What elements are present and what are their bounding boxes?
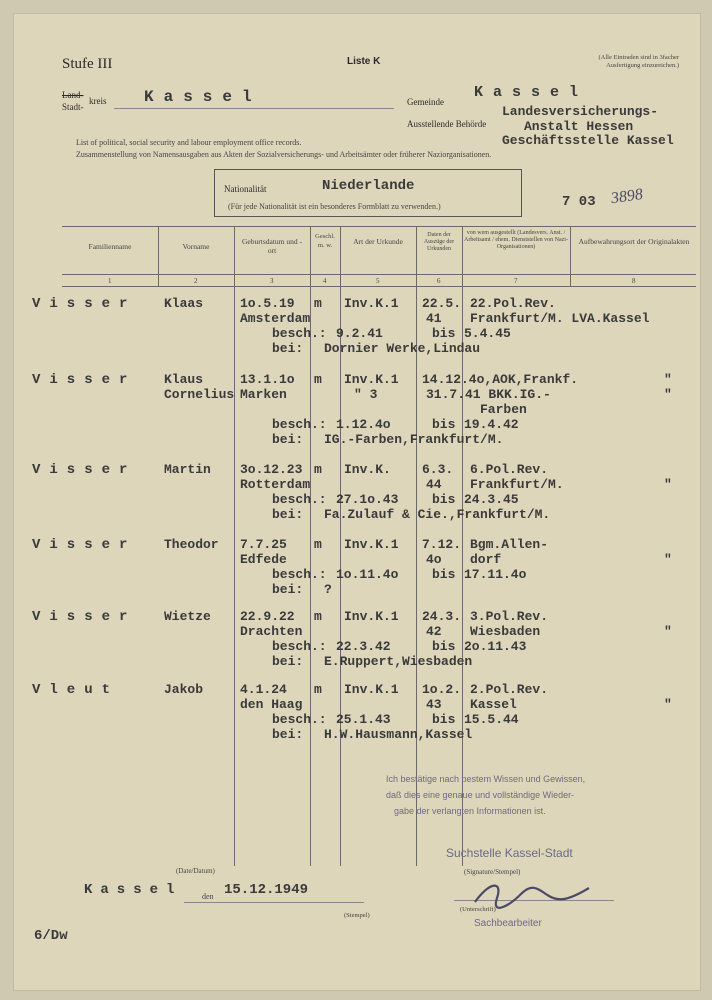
row-6-d1: 1o.2. [422,682,462,697]
row-4-q2: " [664,552,672,567]
row-1-v1: 22.Pol.Rev. [470,296,556,311]
row-3-employer: Fa.Zulauf & Cie.,Frankfurt/M. [324,507,551,522]
footer-place: Kassel [84,882,183,898]
row-6-besch-from: 25.1.43 [336,712,391,727]
row-3-sex: m [314,462,322,477]
row-6-v2: Kassel [470,697,517,712]
row-2-art: Inv.K.1 [344,372,399,387]
row-1-bei: bei: [272,341,304,356]
row-6-art: Inv.K.1 [344,682,399,697]
row-1-c3a: 1o.5.19 [240,296,295,311]
row-2-first: Klaus [164,372,204,387]
col-num-8: 8 [632,277,636,285]
row-4-employer: ? [324,582,332,597]
row-2-v3: Farben [480,402,527,417]
row-4-v2: dorf [470,552,502,567]
col-num-7: 7 [514,277,518,285]
row-4-besch-to: 17.11.4o [464,567,527,582]
row-5-employer: E.Ruppert,Wiesbaden [324,654,473,669]
row-2-sex: m [314,372,322,387]
row-4-bis: bis [432,567,456,582]
row-2-bei: bei: [272,432,304,447]
date-label: (Date/Datum) [176,867,215,875]
col-num-3: 3 [270,277,274,285]
col-header-3: Geburtsdatum und -ort [242,237,302,255]
row-6-first: Jakob [164,682,204,697]
col-divider-4 [340,226,341,866]
row-2-bis: bis [432,417,456,432]
behoerde-label: Ausstellende Behörde [407,119,487,129]
row-3-v2: Frankfurt/M. [470,477,564,492]
row-3-besch-from: 27.1o.43 [336,492,399,507]
col-num-5: 5 [376,277,380,285]
row-6-d2: 43 [426,697,442,712]
row-2-besch: besch.: [272,417,327,432]
row-2-art2: " 3 [354,387,378,402]
row-1-sex: m [314,296,322,311]
row-2-name: Visser [32,372,137,388]
document-page [14,14,700,990]
row-3-art: Inv.K. [344,462,391,477]
col-header-6: Daten der Auszüge der Urkunden [423,232,455,252]
row-6-employer: H.W.Hausmann,Kassel [324,727,473,742]
row-6-besch-to: 15.5.44 [464,712,519,727]
row-6-q2: " [664,697,672,712]
certification-line-1: Ich bestätige nach bestem Wissen und Gewissen, [386,774,586,784]
col-header-1: Familienname [88,242,132,251]
row-6-name: Vleut [32,682,120,698]
col-header-2: Vorname [182,242,210,251]
behoerde-value-line1: Landesversicherungs- [502,104,659,119]
row-3-place: Rotterdam [240,477,311,492]
nationality-value: Niederlande [322,178,415,194]
row-3-first: Martin [164,462,211,477]
behoerde-value-line2: Anstalt Hessen [524,119,634,134]
gemeinde-label: Gemeinde [407,97,444,107]
kreis-label: kreis [89,96,107,106]
row-5-besch-to: 2o.11.43 [464,639,527,654]
row-4-d1: 7.12. [422,537,462,552]
row-6-c3a: 4.1.24 [240,682,287,697]
row-1-place: Amsterdam [240,311,311,326]
row-5-v1: 3.Pol.Rev. [470,609,549,624]
col-num-2: 2 [194,277,198,285]
behoerde-value-line3: Geschäftsstelle Kassel [502,133,674,148]
stadt-label: Stadt- [62,102,84,112]
row-5-d1: 24.3. [422,609,462,624]
row-2-first2: Cornelius [164,387,235,402]
row-2-employer: IG.-Farben,Frankfurt/M. [324,432,504,447]
row-3-d1: 6.3. [422,462,454,477]
row-4-name: Visser [32,537,137,553]
row-1-name: Visser [32,296,137,312]
gemeinde-value: Kassel [474,84,589,101]
row-5-sex: m [314,609,322,624]
col-header-5: Art der Urkunde [353,237,403,246]
row-3-besch-to: 24.3.45 [464,492,519,507]
row-1-d2: 41 [426,311,442,326]
nationality-label: Nationalität [224,184,267,194]
row-5-d2: 42 [426,624,442,639]
form-note: (Alle Eintraden sind in 3facher Ausfertigung einzureichen.) [598,54,679,69]
row-2-place: Marken [240,387,287,402]
row-5-c3a: 22.9.22 [240,609,295,624]
footer-den: den [202,892,214,901]
row-1-besch: besch.: [272,326,327,341]
unterschrift-label: (Unterschrift) [460,906,496,913]
row-5-place: Drachten [240,624,303,639]
row-6-sex: m [314,682,322,697]
description-en: List of political, social security and labour employment office records. [76,138,302,147]
row-2-besch-to: 19.4.42 [464,417,519,432]
row-4-first: Theodor [164,537,219,552]
row-1-besch-from: 9.2.41 [336,326,383,341]
col-header-4: Geschl. m. w. [315,233,335,249]
date-underline [184,902,364,903]
row-4-sex: m [314,537,322,552]
row-3-bei: bei: [272,507,304,522]
stempel-label: (Stempel) [344,912,370,919]
row-6-bei: bei: [272,727,304,742]
row-4-c3a: 7.7.25 [240,537,287,552]
nationality-note: (Für jede Nationalität ist ein besonderes Formblatt zu verwenden.) [228,202,441,211]
kreis-underline [114,108,394,109]
row-1-first: Klaas [164,296,204,311]
description-de: Zusammenstellung von Namensausgaben aus Akten der Sozialversicherungs- und Arbeitsämter oder früherer Naziorganisationen. [76,150,492,159]
row-3-c3a: 3o.12.23 [240,462,303,477]
col-header-8: Aufbewahrungsort der Originalakten [578,237,690,246]
row-4-place: Edfede [240,552,287,567]
certification-line-2: daß dies eine genaue und vollständige Wieder- [386,790,575,800]
row-4-v1: Bgm.Allen- [470,537,549,552]
kreis-value: Kassel [144,88,262,106]
row-4-bei: bei: [272,582,304,597]
col-header-7: von wem ausgestellt (Landesvers. Anst. / Arbeitsamt / ehem. Dienststellen von Nazi-Organisationen) [464,230,568,250]
row-5-v2: Wiesbaden [470,624,541,639]
col-num-6: 6 [437,277,441,285]
row-5-first: Wietze [164,609,211,624]
land-label: Land- [62,90,84,100]
footer-date: 15.12.1949 [224,882,309,898]
col-num-4: 4 [323,277,327,285]
stufe-label: Stufe III [62,56,113,72]
row-4-besch-from: 1o.11.4o [336,567,399,582]
signature-label: (Signature/Stempel) [464,868,521,876]
office-stamp: Suchstelle Kassel-Stadt [446,846,573,860]
row-5-name: Visser [32,609,137,625]
row-1-v2: Frankfurt/M. LVA.Kassel [470,311,650,326]
row-5-besch-from: 22.3.42 [336,639,391,654]
col-num-1: 1 [108,277,112,285]
col-divider-5 [416,226,417,866]
row-4-besch: besch.: [272,567,327,582]
row-6-bis: bis [432,712,456,727]
liste-label: Liste K [347,56,381,67]
row-1-d1: 22.5. [422,296,462,311]
row-2-q1: " [664,372,672,387]
certification-line-3: gabe der verlangten Informationen ist. [394,806,546,816]
row-3-v1: 6.Pol.Rev. [470,462,549,477]
row-3-d2: 44 [426,477,442,492]
row-4-d2: 4o [426,552,442,567]
row-4-art: Inv.K.1 [344,537,399,552]
role-stamp: Sachbearbeiter [474,918,542,929]
row-1-bis: bis [432,326,456,341]
row-2-q2: " [664,387,672,402]
row-2-d2: 31.7.41 BKK.IG.- [426,387,551,402]
reference-number: 7 03 [562,194,596,210]
table-num-rule [62,286,696,287]
row-6-v1: 2.Pol.Rev. [470,682,549,697]
row-6-place: den Haag [240,697,303,712]
row-3-name: Visser [32,462,137,478]
col-divider-6 [462,226,463,866]
row-5-q2: " [664,624,672,639]
row-3-besch: besch.: [272,492,327,507]
row-5-bei: bei: [272,654,304,669]
reference-code: 6/Dw [34,928,68,944]
row-5-art: Inv.K.1 [344,609,399,624]
col-divider-1 [158,226,159,286]
row-6-besch: besch.: [272,712,327,727]
row-3-q2: " [664,477,672,492]
row-3-bis: bis [432,492,456,507]
row-1-besch-to: 5.4.45 [464,326,511,341]
row-5-bis: bis [432,639,456,654]
col-divider-2 [234,226,235,866]
row-2-d1: 14.12.4o,AOK,Frankf. [422,372,579,387]
row-2-c3a: 13.1.1o [240,372,295,387]
col-divider-7 [570,226,571,286]
row-2-besch-from: 1.12.4o [336,417,391,432]
row-5-besch: besch.: [272,639,327,654]
reference-handwritten: 3898 [609,185,644,208]
row-1-employer: Dornier Werke,Lindau [324,341,481,356]
row-1-art: Inv.K.1 [344,296,399,311]
